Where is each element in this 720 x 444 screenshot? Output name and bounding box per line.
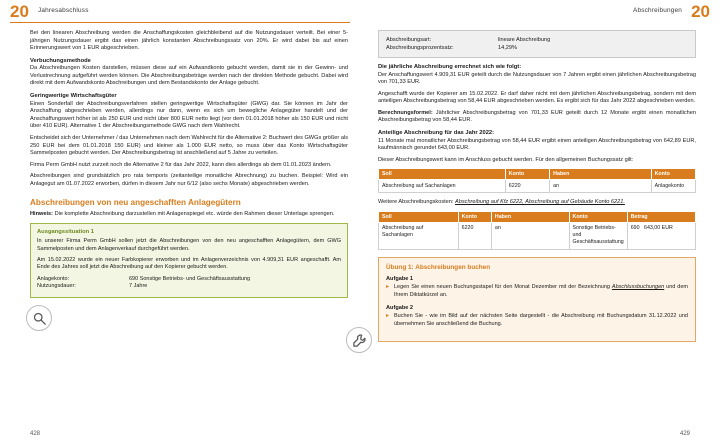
- page-number-right: 429: [679, 431, 690, 437]
- subheading-gwg: Geringwertige Wirtschaftsgüter: [30, 93, 117, 100]
- bullet-icon: ▸: [386, 313, 390, 320]
- paragraph-gwg-1: Einen Sonderfall der Abschreibungsverfahren stellen geringwertige Wirtschaftsgüter (GWG) dar. Sie können im Jahr der Anschaffung abgeschrieben werden, allerdings nur dann, wenn es sich um bewegliche Anlagegüter handelt und der Anschaffungswert höher ist als 250 EUR und nicht über 800 EUR netto liegt (vor dem 01.01.2018 höher als 150 EUR und nicht über 410 EUR). Alternative 1 der Abschreibungsmethode GWG nach dem Wahlrecht.: [30, 100, 348, 130]
- hinweis-text: Die komplette Abschreibung darzustellen mit Anlagenspiegel etc. würde den Rahmen dieser Unterlage sprengen.: [53, 210, 335, 217]
- paragraph-calc-1: Der Anschaffungswert 4.909,31 EUR geteilt durch die Nutzungsdauer von 7 Jahren ergibt einen jährlichen Abschreibungsbetrag von 701,33 EUR.: [378, 71, 696, 86]
- ausgangssituation-title: Ausgangssituation 1: [37, 229, 95, 236]
- uebung-task-1-text: [394, 284, 688, 299]
- header-rule-left: [10, 22, 350, 23]
- ausgangssituation-value: 7 Jahre: [129, 283, 148, 290]
- header-title-right: Abschreibungen: [633, 7, 682, 14]
- uebung-task-2-label: Aufgabe 2: [386, 305, 414, 312]
- table-header-soll: Soll: [379, 211, 459, 222]
- header-right: [360, 0, 720, 26]
- uebung-title: Übung 1: Abschreibungen buchen: [386, 263, 491, 271]
- ausgangssituation-row: [37, 276, 341, 283]
- table-header-haben: Haben: [550, 169, 651, 180]
- cell-haben-label: an: [491, 222, 569, 249]
- berechnungsformel-label: Berechnungsformel:: [378, 109, 433, 116]
- cell-haben: an: [550, 180, 651, 193]
- bullet-icon: ▸: [386, 283, 390, 290]
- chapter-number-right: 20: [691, 2, 710, 21]
- uebung-task-1-text-emphasis: Abschlussbuchungen: [611, 283, 665, 290]
- page-number-left: 428: [30, 431, 41, 437]
- uebung-task-2: [386, 305, 688, 328]
- weitere-kosten-link: Abschreibung auf Kfz 6222, Abschreibung auf Gebäude Konto 6221.: [455, 199, 625, 206]
- paragraph-anteilige-abschreibung: 11 Monate mal monatlicher Abschreibungsbetrag von 58,44 EUR ergibt einen anteiligen Abschreibungsbetrag von 642,89 EUR, kaufmännisch gerundet 643,00 EUR.: [378, 137, 696, 152]
- magnifier-icon: [26, 305, 52, 331]
- cell-konto-2: Anlagekonto: [651, 180, 695, 193]
- table-header-konto: Konto: [505, 169, 549, 180]
- wrench-icon: [346, 327, 372, 353]
- cell-konto-number: 690: [630, 225, 640, 232]
- table-row: [379, 222, 696, 249]
- paragraph-buchungssatz-intro: Dieser Abschreibungswert kann im Anschluss gebucht werden. Für den allgemeinen Buchungssatz gilt:: [378, 156, 634, 163]
- table-header-haben: Haben: [491, 211, 569, 222]
- right-column: [378, 30, 696, 342]
- cell-soll: Abschreibung auf Sachanlagen: [379, 222, 459, 249]
- uebung-task-1: [386, 276, 688, 299]
- paragraph-gwg-4: Abschreibungen sind grundsätzlich pro rata temporis (zeitanteilige monatliche Abrechnung) zu buchen. Beispiel: Wird ein Anlagegut am 01.07.2022 erworben, dürfen in diesem Jahr nur 6/12 (also sechs Monate) abgeschrieben werden.: [30, 173, 348, 187]
- subheading-verbuchungsmethode: Verbuchungsmethode: [30, 57, 91, 64]
- uebung-box: [378, 257, 696, 342]
- ausgangssituation-p2: Am 15.02.2022 wurde ein neuer Farbkopierer erworben und im Anlagenverzeichnis von 4.909,31 EUR angeschafft. Am Ende des Jahres soll jetzt die Abschreibung auf den Kopierer gebucht werden.: [37, 256, 341, 271]
- ausgangssituation-box: [30, 223, 348, 297]
- paragraph-weitere-kosten: [378, 199, 696, 207]
- weitere-kosten-text: Weitere Abschreibungskosten:: [378, 199, 456, 206]
- paragraph-gwg-2: Entscheidet sich der Unternehmer / das Unternehmen nach dem Wahlrecht für die Alternative 2: Buchwert des GWGs größer als 250 EUR bei dem 01.01.2018 150 EUR) und kleiner als 1.000 EUR netto, so muss über das Konto Wirtschaftsgüter Sammelposten gebucht werden. Der Abschreibungsbetrag ist anschließend auf 5 Jahre zu verteilen.: [30, 134, 348, 157]
- subheading-jahrliche-abschreibung: Die jährliche Abschreibung errechnet sich wie folgt:: [378, 64, 522, 70]
- buchungssatz-table-konkret: [378, 211, 696, 250]
- uebung-task-1-text-after: und dem Ihrem Diktatkürzel an.: [394, 283, 689, 298]
- left-column: [30, 30, 348, 298]
- cell-konto: 6220: [505, 180, 549, 193]
- ausgangssituation-value: 690 Sonstige Betriebs- und Geschäftsausstattung: [129, 275, 251, 282]
- abschreibungsprozentsatz-value: 14,29%: [498, 45, 517, 51]
- abschreibungsart-value: lineare Abschreibung: [498, 37, 551, 43]
- abschreibungsart-row: [386, 36, 688, 44]
- abschreibungsart-key: Abschreibungsart:: [386, 37, 432, 43]
- cell-soll: Abschreibung auf Sachanlagen: [379, 180, 506, 193]
- uebung-task-1-label: Aufgabe 1: [386, 275, 414, 282]
- cell-haben-konto-name: Sonstige Betriebs- und Geschäftsausstattung: [569, 222, 627, 249]
- header-left: [0, 0, 360, 26]
- table-header-konto-2: Konto: [569, 211, 627, 222]
- ausgangssituation-row: [37, 283, 341, 290]
- paragraph-gwg-3: Firma Perm GmbH nutzt zurzeit noch die Alternative 2 für das Jahr 2022, kann dies allerdings ab dem 01.01.2023 ändern.: [30, 161, 332, 168]
- paragraph-calc-2: Angeschafft wurde der Kopierer am 15.02.2022. Er darf daher nicht mit dem jährlichen Abschreibungsbetrag, sondern mit dem anteiligen Abschreibungsbetrag von 58,44 EUR abgeschrieben werden. Es ergibt sich für das Jahr 2022 abgeschrieben werden.: [378, 90, 696, 105]
- table-header-row: [379, 169, 696, 180]
- abschreibungsprozentsatz-row: [386, 44, 688, 52]
- table-row: [379, 180, 696, 193]
- chapter-number-left: 20: [10, 2, 29, 21]
- intro-paragraph: Bei den linearen Abschreibung werden die Anschaffungskosten gleichbleibend auf die Nutzungsdauer verteilt. Bei einer 5-jährigen Nutzungsdauer ergibt das einen jährlich konstanten Abschreibungssatz von 20%. Er wird dabei bis auf einen Erinnerungswert von 1 EUR abgeschrieben.: [30, 30, 348, 52]
- ausgangssituation-key: Anlagekonto:: [37, 275, 70, 282]
- cell-amount: 643,00 EUR: [644, 225, 673, 232]
- section-heading-abschreibungen: Abschreibungen von neu angeschafften Anlagegütern: [30, 197, 241, 207]
- berechnungsformel-text: Jährlicher Abschreibungsbetrag von 701,33 EUR geteilt durch 12 Monate ergibt einen monatlichen Abschreibungsbetrag von 58,44 EUR.: [378, 109, 696, 124]
- ausgangssituation-p1: In unserer Firma Perm GmbH sollen jetzt die Abschreibungen von den neu angeschafften Anlagegütern, dem GWG Sammelposten und dem Anlagenverkauf durchgeführt werden.: [37, 238, 341, 252]
- paragraph-berechnungsformel: [378, 110, 696, 125]
- ausgangssituation-key: Nutzungsdauer:: [37, 283, 76, 290]
- uebung-task-1-text-before: Legen Sie einen neuen Buchungsstapel für den Monat Dezember mit der Bezeichnung: [394, 283, 612, 290]
- hinweis-label: Hinweis:: [30, 210, 54, 217]
- table-header-betrag: Betrag: [627, 211, 695, 222]
- paragraph-verbuchungsmethode: Da Abschreibungen Kosten darstellen, müssen diese auf ein Aufwandkonto gebucht werden, damit sie in der Gewinn- und Verlustrechnung aufgeführt werden können. Die Abschreibungsbeträge werden nach der direkten Methode gebucht. Dabei wird direkt mit dem Aufwandskonto Abschreibungen und dem Bestandskonto der Anlage gebucht.: [30, 65, 348, 87]
- abschreibungsart-box: [378, 30, 696, 58]
- abschreibungsprozentsatz-key: Abschreibungsprozentsatz:: [386, 45, 454, 51]
- table-header-row: [379, 211, 696, 222]
- cell-konto: 6220: [458, 222, 491, 249]
- hinweis-block: [30, 211, 348, 219]
- header-title-left: Jahresabschluss: [38, 7, 89, 14]
- table-header-konto: Konto: [458, 211, 491, 222]
- table-header-soll: Soll: [379, 169, 506, 180]
- table-header-konto-2: Konto: [651, 169, 695, 180]
- uebung-task-2-text: Buchen Sie - wie im Bild auf der nächsten Seite dargestellt - die Abschreibung mit Buchungsdatum 31.12.2022 und übernehmen Sie anschließend die Buchung.: [394, 313, 688, 327]
- cell-betrag: [627, 222, 695, 249]
- buchungssatz-table-allgemein: [378, 168, 696, 193]
- subheading-anteilige-abschreibung: Anteilige Abschreibung für das Jahr 2022:: [378, 130, 495, 137]
